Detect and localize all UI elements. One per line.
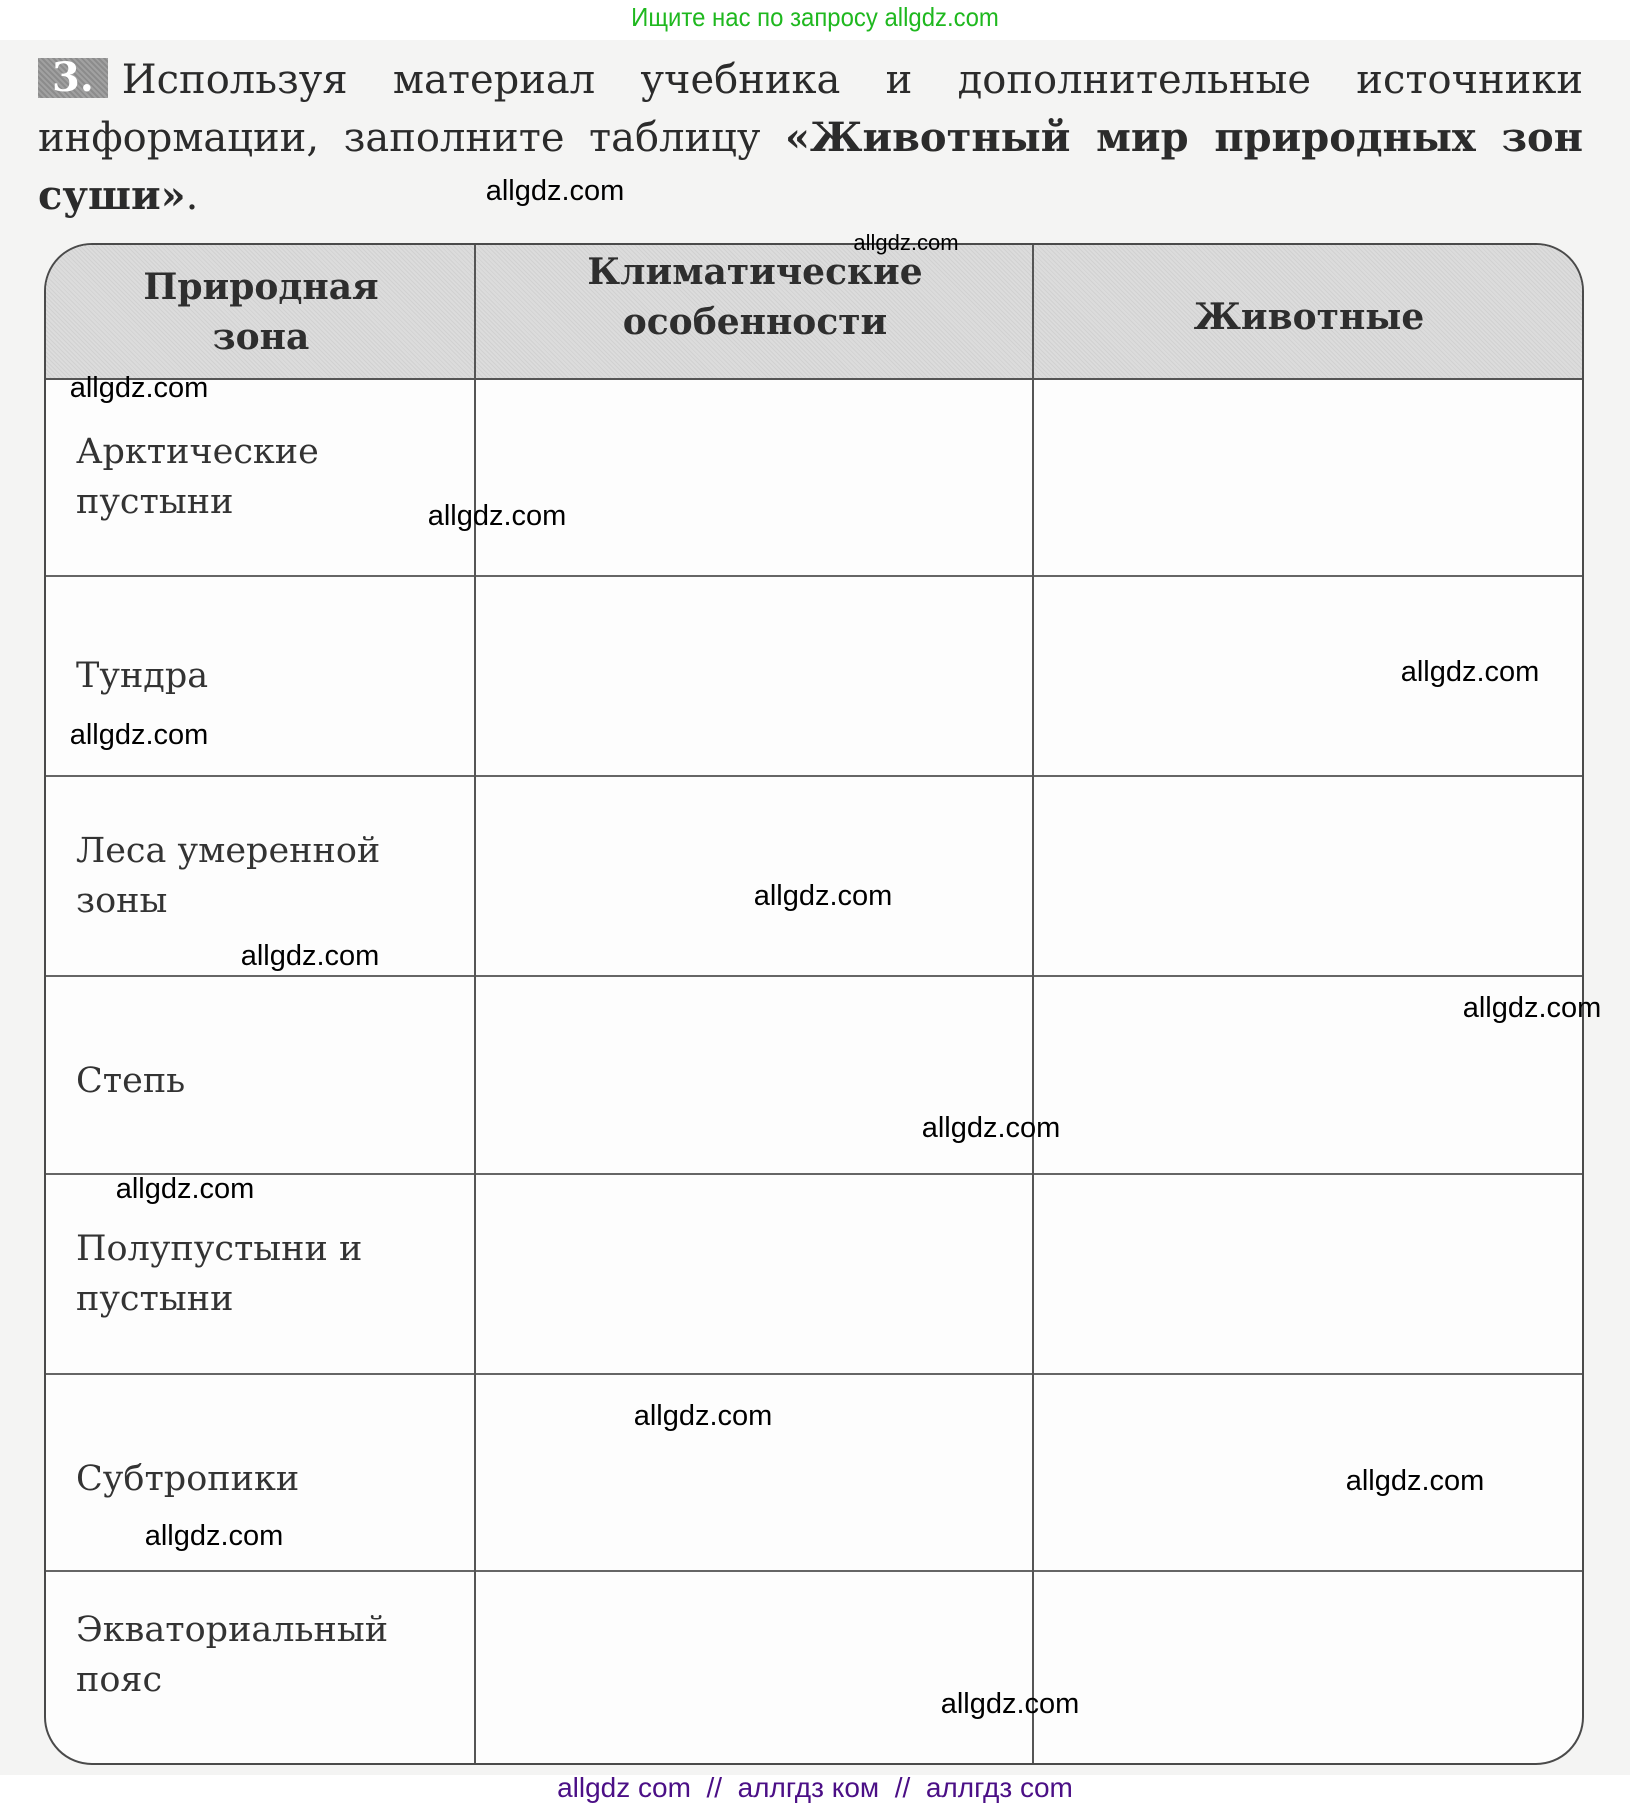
table-row [46,1572,1582,1765]
site-watermark: allgdz.com [753,880,893,912]
header-climate [476,245,1034,378]
animals-input-cell[interactable] [1034,378,1584,575]
header-watermark: Ищите нас по запросу allgdz.com [631,2,999,32]
climate-input-cell[interactable] [476,777,1034,975]
task-table-title: «Животный мир природных зон суши» [38,114,1583,219]
zone-name: Степь [76,1061,186,1101]
site-watermark: allgdz.com [485,175,625,207]
column-divider [1032,245,1034,1763]
site-watermark: allgdz.com [240,940,380,972]
site-watermark: allgdz.com [1345,1465,1485,1497]
site-watermark: allgdz.com [940,1688,1080,1720]
site-watermark: allgdz.com [115,1173,255,1205]
task-text-end: . [185,173,199,219]
footer-watermark: allgdz com // аллгдз ком // аллгдз com [557,1772,1073,1803]
zone-name: Полупустыни и пустыни [76,1229,363,1319]
table-row [46,1175,1582,1375]
site-watermark: allgdz.com [1462,992,1602,1024]
header-animals [1034,245,1584,378]
climate-input-cell[interactable] [476,378,1034,575]
climate-input-cell[interactable] [476,1572,1034,1765]
climate-input-cell[interactable] [476,1175,1034,1373]
task-statement [38,52,1583,225]
header-zone-label: Природная зона [143,265,379,358]
site-watermark: allgdz.com [144,1520,284,1552]
table-header [46,245,1582,380]
zone-name: Экваториальный пояс [76,1609,389,1700]
table-row [46,977,1582,1175]
table-row [46,378,1582,577]
zone-name: Леса умеренной зоны [76,831,381,921]
site-watermark: allgdz.com [69,372,209,404]
zone-name: Субтропики [76,1458,300,1499]
site-watermark: allgdz.com [853,230,959,255]
animals-input-cell[interactable] [1034,1175,1584,1373]
site-watermark: allgdz.com [1400,656,1540,688]
header-animals-label: Животные [1193,295,1425,338]
site-watermark: allgdz.com [427,500,567,532]
header-climate-label: Климатические особенности [587,250,923,343]
task-number-badge: 3. [38,58,108,98]
climate-input-cell[interactable] [476,577,1034,775]
header-zone [46,245,476,378]
column-divider [474,245,476,1763]
task-text: Используя материал учебника и дополнительные источники информации, заполните таблицу [38,57,1583,161]
table-row [46,577,1582,777]
animals-input-cell[interactable] [1034,1572,1584,1765]
animals-input-cell[interactable] [1034,1375,1584,1570]
zone-name: Тундра [76,656,209,696]
site-watermark: allgdz.com [921,1112,1061,1144]
animals-input-cell[interactable] [1034,777,1584,975]
site-watermark: allgdz.com [69,719,209,751]
zone-name: Арктические пустыни [76,431,319,522]
site-watermark: allgdz.com [633,1400,773,1432]
